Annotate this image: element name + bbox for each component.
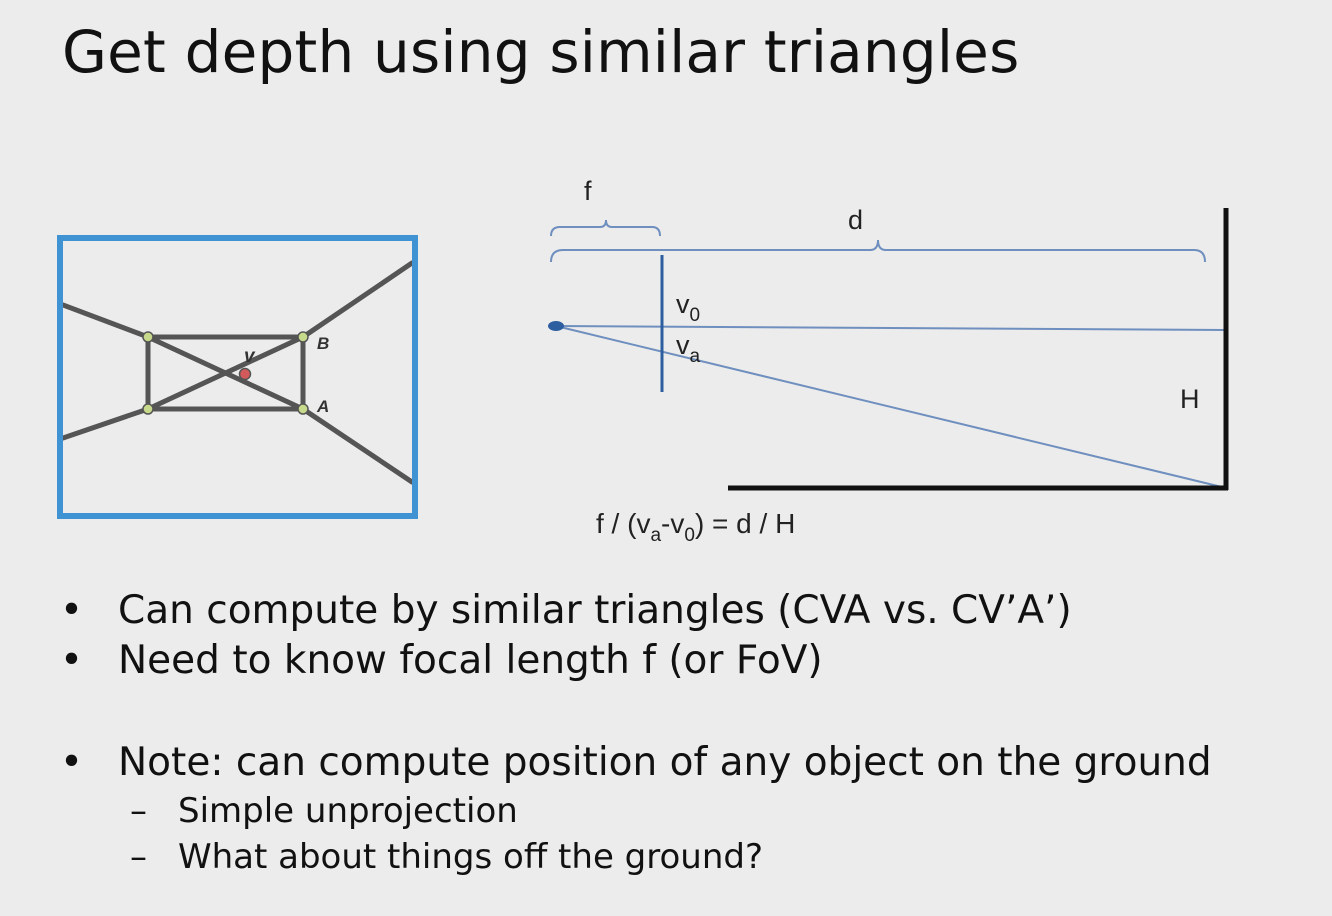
sub-bullet-item — [60, 834, 1310, 880]
bullet-text: Need to know focal length f (or FoV) — [118, 638, 823, 683]
equation: $f / (v_a-v_0) = d / H$ — [596, 508, 796, 546]
brace-f — [551, 220, 660, 236]
label-v0: $v_0$ — [676, 289, 701, 326]
optical-axis — [556, 326, 1226, 330]
bullet-list — [60, 586, 1310, 880]
brace-d — [551, 240, 1205, 262]
label-f: f — [584, 176, 592, 206]
label-H: H — [1180, 384, 1200, 414]
sub-bullet-item — [60, 788, 1310, 834]
bullet-symbol: • — [60, 638, 84, 683]
perspective-line-2 — [63, 409, 148, 438]
bullet-item — [60, 586, 1310, 636]
label-d: d — [848, 205, 864, 235]
bullet-text: Can compute by similar triangles (CVA vs. CV’A’) — [118, 588, 1072, 633]
dash-symbol: – — [130, 837, 147, 877]
bullet-item — [60, 738, 1310, 788]
bullet-symbol: • — [60, 740, 84, 785]
camera-diagram — [548, 176, 1228, 546]
camera-center — [548, 321, 564, 331]
bullet-text: Note: can compute position of any object on the ground — [118, 740, 1212, 785]
bullet-item — [60, 636, 1310, 686]
bullet-symbol: • — [60, 588, 84, 633]
perspective-line-4 — [303, 409, 412, 482]
label-b: B — [317, 334, 330, 353]
corner-point-a — [298, 404, 308, 414]
label-v: v — [244, 346, 255, 367]
ray-to-ground — [556, 326, 1226, 488]
corner-point-tl — [143, 332, 153, 342]
dash-symbol: – — [130, 791, 147, 831]
perspective-line-3 — [303, 263, 412, 337]
corner-point-b — [298, 332, 308, 342]
label-a: A — [317, 397, 330, 416]
corner-point-bl — [143, 404, 153, 414]
sub-bullet-text: Simple unprojection — [178, 791, 518, 831]
perspective-line-1 — [63, 305, 148, 337]
vanishing-point — [240, 369, 251, 380]
image-figure — [60, 238, 415, 516]
label-va: $v_a$ — [676, 330, 701, 367]
sub-bullet-text: What about things off the ground? — [178, 837, 764, 877]
slide-title: Get depth using similar triangles — [62, 18, 1020, 86]
